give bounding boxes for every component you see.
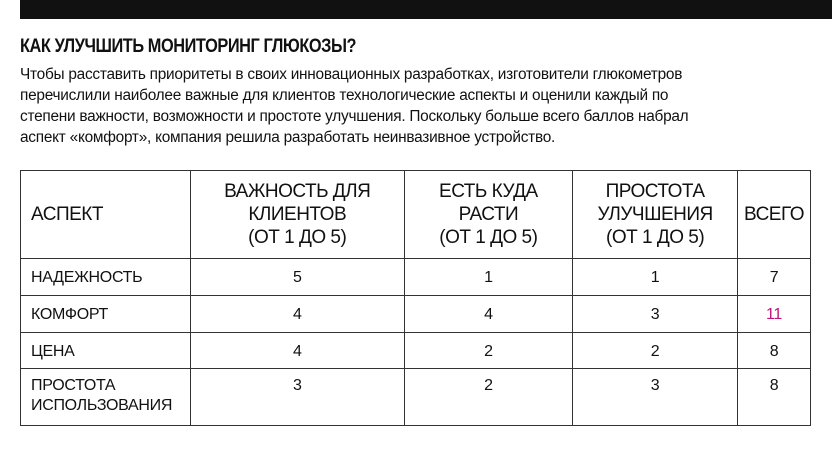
cell-aspect: ЦЕНА	[21, 333, 191, 369]
lede-line: аспект «комфорт», компания решила разработать неинвазивное устройство.	[20, 129, 556, 146]
table-row	[21, 259, 811, 296]
cell-ease: 3	[573, 369, 738, 426]
lede-line: Чтобы расставить приоритеты в своих инновационных разработках, изготовители глюкометров	[20, 66, 683, 83]
cell-total: 7	[738, 259, 811, 296]
cell-importance: 4	[190, 333, 404, 369]
cell-room-to-grow: 4	[404, 296, 573, 333]
lede-paragraph	[20, 64, 832, 148]
header-total: ВСЕГО	[738, 171, 811, 259]
lede-line: перечислили наиболее важные для клиентов технологические аспекты и оценили каждый по	[20, 87, 669, 104]
table-header-row	[21, 171, 811, 259]
cell-room-to-grow: 2	[404, 333, 573, 369]
header-room-to-grow: ЕСТЬ КУДА РАСТИ (ОТ 1 ДО 5)	[404, 171, 573, 259]
cell-total-highlight: 11	[738, 296, 811, 333]
cell-importance: 3	[190, 369, 404, 426]
cell-total: 8	[738, 369, 811, 426]
table-row	[21, 333, 811, 369]
cell-aspect: КОМФОРТ	[21, 296, 191, 333]
scores-table	[20, 170, 811, 426]
cell-ease: 2	[573, 333, 738, 369]
table-row	[21, 296, 811, 333]
cell-total: 8	[738, 333, 811, 369]
cell-room-to-grow: 1	[404, 259, 573, 296]
cell-importance: 4	[190, 296, 404, 333]
cell-ease: 1	[573, 259, 738, 296]
cell-importance: 5	[190, 259, 404, 296]
cell-ease: 3	[573, 296, 738, 333]
table-row	[21, 369, 811, 426]
headline: КАК УЛУЧШИТЬ МОНИТОРИНГ ГЛЮКОЗЫ?	[20, 36, 357, 57]
header-importance: ВАЖНОСТЬ ДЛЯ КЛИЕНТОВ (ОТ 1 ДО 5)	[190, 171, 404, 259]
cell-aspect: НАДЕЖНОСТЬ	[21, 259, 191, 296]
header-aspect: АСПЕКТ	[21, 171, 191, 259]
lede-line: степени важности, возможности и простоте улучшения. Поскольку больше всего баллов набрал	[20, 108, 689, 125]
cell-room-to-grow: 2	[404, 369, 573, 426]
top-bar	[20, 0, 832, 19]
cell-aspect: ПРОСТОТА ИСПОЛЬЗОВАНИЯ	[21, 369, 191, 426]
header-ease-of-improvement: ПРОСТОТА УЛУЧШЕНИЯ (ОТ 1 ДО 5)	[573, 171, 738, 259]
